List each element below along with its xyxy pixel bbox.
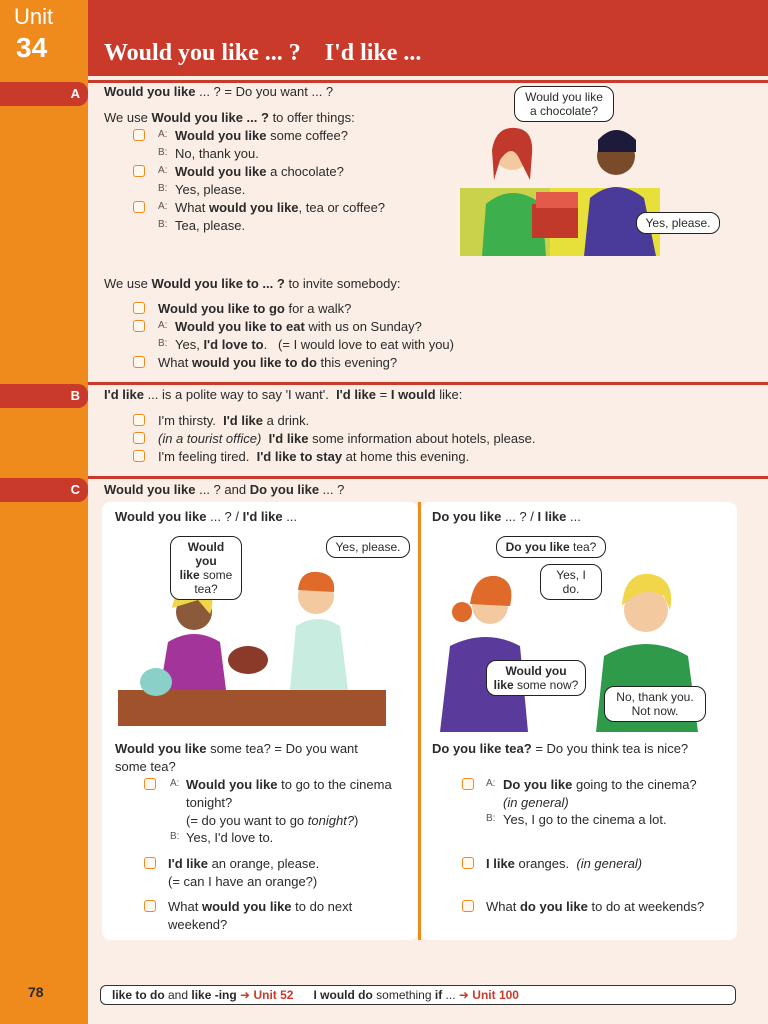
example-line: Would you like to go to the cinema	[186, 777, 392, 792]
unit-52-link[interactable]: Unit 52	[253, 988, 294, 1002]
a-offer-line: We use Would you like ... ? to offer things:	[104, 110, 355, 125]
example-line: What would you like to do this evening?	[158, 355, 398, 370]
right-definition: Do you like tea? = Do you think tea is nice?	[432, 741, 689, 756]
example-line: Would you like a chocolate?	[175, 164, 344, 179]
example-line: Would you like to go for a walk?	[158, 301, 352, 316]
example-line: What do you like to do at weekends?	[486, 899, 705, 914]
speaker-label: A:	[158, 320, 168, 331]
speech-bubble-would-you-like-some-now: Would you like some now?	[486, 660, 586, 696]
left-definition-cont: some tea?	[115, 759, 176, 774]
bullet-icon	[133, 201, 145, 213]
speaker-label: B:	[158, 147, 168, 158]
example-line: Yes, I go to the cinema a lot.	[503, 812, 667, 827]
section-b-letter: B	[70, 388, 80, 403]
bullet-icon	[133, 165, 145, 177]
speech-bubble-do-you-like: Do you like tea?	[496, 536, 606, 558]
a-invite-line: We use Would you like to ... ? to invite somebody:	[104, 276, 401, 291]
bullet-icon	[133, 302, 145, 314]
bullet-icon	[133, 450, 145, 462]
example-line: I'm thirsty. I'd like a drink.	[158, 413, 310, 428]
example-line: tonight?	[186, 795, 233, 810]
unit-label: Unit	[14, 4, 54, 29]
bullet-icon	[144, 778, 156, 790]
unit-100-link[interactable]: Unit 100	[472, 988, 519, 1002]
example-line: (in general)	[503, 795, 569, 810]
example-line: Yes, please.	[175, 182, 246, 197]
speaker-label: A:	[158, 165, 168, 176]
example-line: Tea, please.	[175, 218, 246, 233]
example-line: I'd like an orange, please.	[168, 856, 320, 871]
left-definition: Would you like some tea? = Do you want	[115, 741, 358, 756]
arrow-icon: ➜	[236, 988, 254, 1002]
page-number: 78	[28, 984, 44, 1000]
example-line: weekend?	[168, 917, 228, 932]
bullet-icon	[133, 129, 145, 141]
speech-bubble-offer: Would you like a chocolate?	[514, 86, 614, 122]
section-tab-c	[0, 478, 88, 502]
bullet-icon	[133, 320, 145, 332]
bullet-icon	[133, 356, 145, 368]
bullet-icon	[133, 414, 145, 426]
bullet-icon	[462, 857, 474, 869]
example-line: Would you like to eat with us on Sunday?	[175, 319, 422, 334]
panel-divider	[418, 502, 421, 940]
speech-bubble-no-thank-you: No, thank you. Not now.	[604, 686, 706, 722]
b-intro-line: I'd like ... is a polite way to say 'I want'. I'd like = I would like:	[104, 387, 463, 402]
speech-bubble-reply: Yes, please.	[636, 212, 720, 234]
section-c-rule	[88, 476, 768, 479]
tea-offer-illustration	[114, 560, 390, 730]
section-tab-a	[0, 82, 88, 106]
example-line: (= do you want to go tonight?)	[186, 813, 359, 828]
example-line: (= can I have an orange?)	[168, 874, 318, 889]
example-line: Yes, I'd love to.	[186, 830, 274, 845]
example-line: What would you like, tea or coffee?	[175, 200, 386, 215]
speaker-label: A:	[158, 129, 168, 140]
chocolate-illustration	[460, 120, 722, 260]
left-color-column	[0, 0, 88, 1024]
speaker-label: B:	[486, 813, 496, 824]
example-line: No, thank you.	[175, 146, 259, 161]
left-panel-title: Would you like ... ? / I'd like ...	[115, 509, 298, 524]
speaker-label: A:	[486, 778, 496, 789]
cross-reference-text: like to do and like -ing ➜ Unit 52 I would do something if ... ➜ Unit 100	[112, 988, 519, 1002]
bullet-icon	[144, 900, 156, 912]
right-panel-title: Do you like ... ? / I like ...	[432, 509, 581, 524]
section-a-letter: A	[70, 86, 80, 101]
speech-bubble-would-you-like: Would you like some tea?	[170, 536, 242, 600]
example-line: Yes, I'd love to. (= I would love to eat with you)	[175, 337, 454, 352]
speech-bubble-yes-please: Yes, please.	[326, 536, 410, 558]
bullet-icon	[144, 857, 156, 869]
example-line: Do you like going to the cinema?	[503, 777, 697, 792]
section-tab-b	[0, 384, 88, 408]
example-line: What would you like to do next	[168, 899, 353, 914]
bullet-icon	[462, 778, 474, 790]
example-line: Would you like some coffee?	[175, 128, 348, 143]
speaker-label: B:	[170, 831, 180, 842]
speaker-label: B:	[158, 338, 168, 349]
speech-bubble-yes-i-do: Yes, I do.	[540, 564, 602, 600]
section-c-letter: C	[70, 482, 80, 497]
arrow-icon: ➜	[455, 988, 473, 1002]
speaker-label: A:	[170, 778, 180, 789]
a-intro-line: Would you like ... ? = Do you want ... ?	[104, 84, 334, 99]
speaker-label: B:	[158, 183, 168, 194]
c-heading: Would you like ... ? and Do you like ... ?	[104, 482, 345, 497]
section-a-rule	[88, 80, 768, 83]
section-b-rule	[88, 382, 768, 385]
speaker-label: B:	[158, 219, 168, 230]
example-line: I like oranges. (in general)	[486, 856, 643, 871]
example-line: I'm feeling tired. I'd like to stay at home this evening.	[158, 449, 470, 464]
unit-number: 34	[16, 32, 48, 63]
example-line: (in a tourist office) I'd like some information about hotels, please.	[158, 431, 536, 446]
bullet-icon	[462, 900, 474, 912]
speaker-label: A:	[158, 201, 168, 212]
page-title: Would you like ... ? I'd like ...	[104, 40, 422, 66]
bullet-icon	[133, 432, 145, 444]
